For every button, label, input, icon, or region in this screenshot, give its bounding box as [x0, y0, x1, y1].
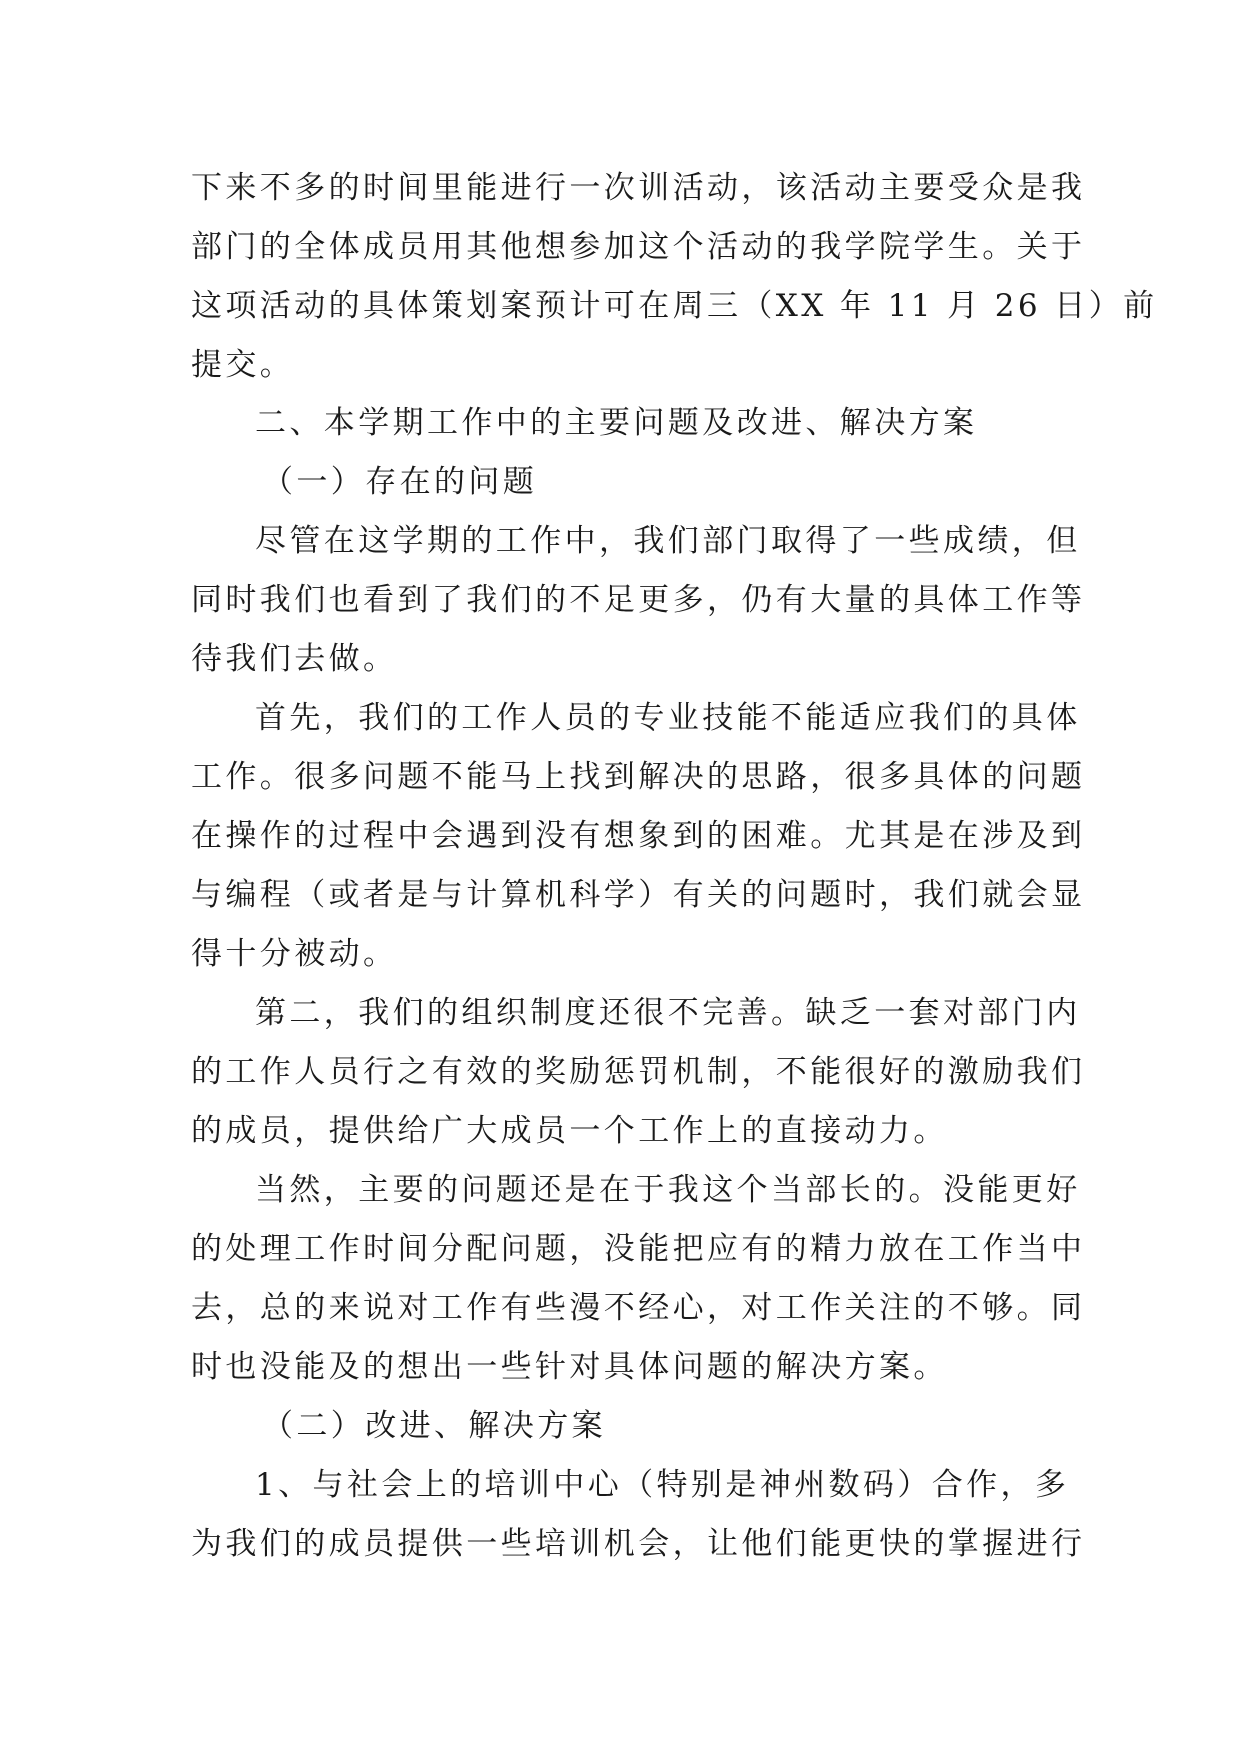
paragraph-line: 在操作的过程中会遇到没有想象到的困难。尤其是在涉及到 — [191, 818, 1086, 854]
subsection-heading: （二）改进、解决方案 — [262, 1408, 606, 1444]
paragraph-line: 得十分被动。 — [191, 936, 398, 972]
paragraph-line: 尽管在这学期的工作中，我们部门取得了一些成绩，但 — [255, 523, 1081, 559]
paragraph-line: 下来不多的时间里能进行一次训活动，该活动主要受众是我 — [191, 170, 1086, 206]
paragraph-line: 待我们去做。 — [191, 641, 398, 677]
paragraph-line: 这项活动的具体策划案预计可在周三（XX 年 11 月 26 日）前 — [191, 288, 1158, 324]
paragraph-line: 时也没能及的想出一些针对具体问题的解决方案。 — [191, 1349, 948, 1385]
paragraph-line: 的成员，提供给广大成员一个工作上的直接动力。 — [191, 1113, 948, 1149]
paragraph-line: 首先，我们的工作人员的专业技能不能适应我们的具体 — [255, 700, 1081, 736]
paragraph-line: 同时我们也看到了我们的不足更多，仍有大量的具体工作等 — [191, 582, 1086, 618]
paragraph-line: 当然，主要的问题还是在于我这个当部长的。没能更好 — [255, 1172, 1081, 1208]
paragraph-line: 为我们的成员提供一些培训机会，让他们能更快的掌握进行 — [191, 1526, 1086, 1562]
paragraph-line: 的处理工作时间分配问题，没能把应有的精力放在工作当中 — [191, 1231, 1086, 1267]
paragraph-line: 第二，我们的组织制度还很不完善。缺乏一套对部门内 — [255, 995, 1081, 1031]
paragraph-line: 的工作人员行之有效的奖励惩罚机制，不能很好的激励我们 — [191, 1054, 1086, 1090]
section-heading: 二、本学期工作中的主要问题及改进、解决方案 — [255, 405, 978, 441]
paragraph-line: 提交。 — [191, 347, 295, 383]
paragraph-line: 工作。很多问题不能马上找到解决的思路，很多具体的问题 — [191, 759, 1086, 795]
paragraph-line: 部门的全体成员用其他想参加这个活动的我学院学生。关于 — [191, 229, 1086, 265]
paragraph-line: 与编程（或者是与计算机科学）有关的问题时，我们就会显 — [191, 877, 1086, 913]
paragraph-line: 去，总的来说对工作有些漫不经心，对工作关注的不够。同 — [191, 1290, 1086, 1326]
paragraph-line: 1、与社会上的培训中心（特别是神州数码）合作，多 — [255, 1467, 1070, 1503]
subsection-heading: （一）存在的问题 — [262, 464, 538, 500]
